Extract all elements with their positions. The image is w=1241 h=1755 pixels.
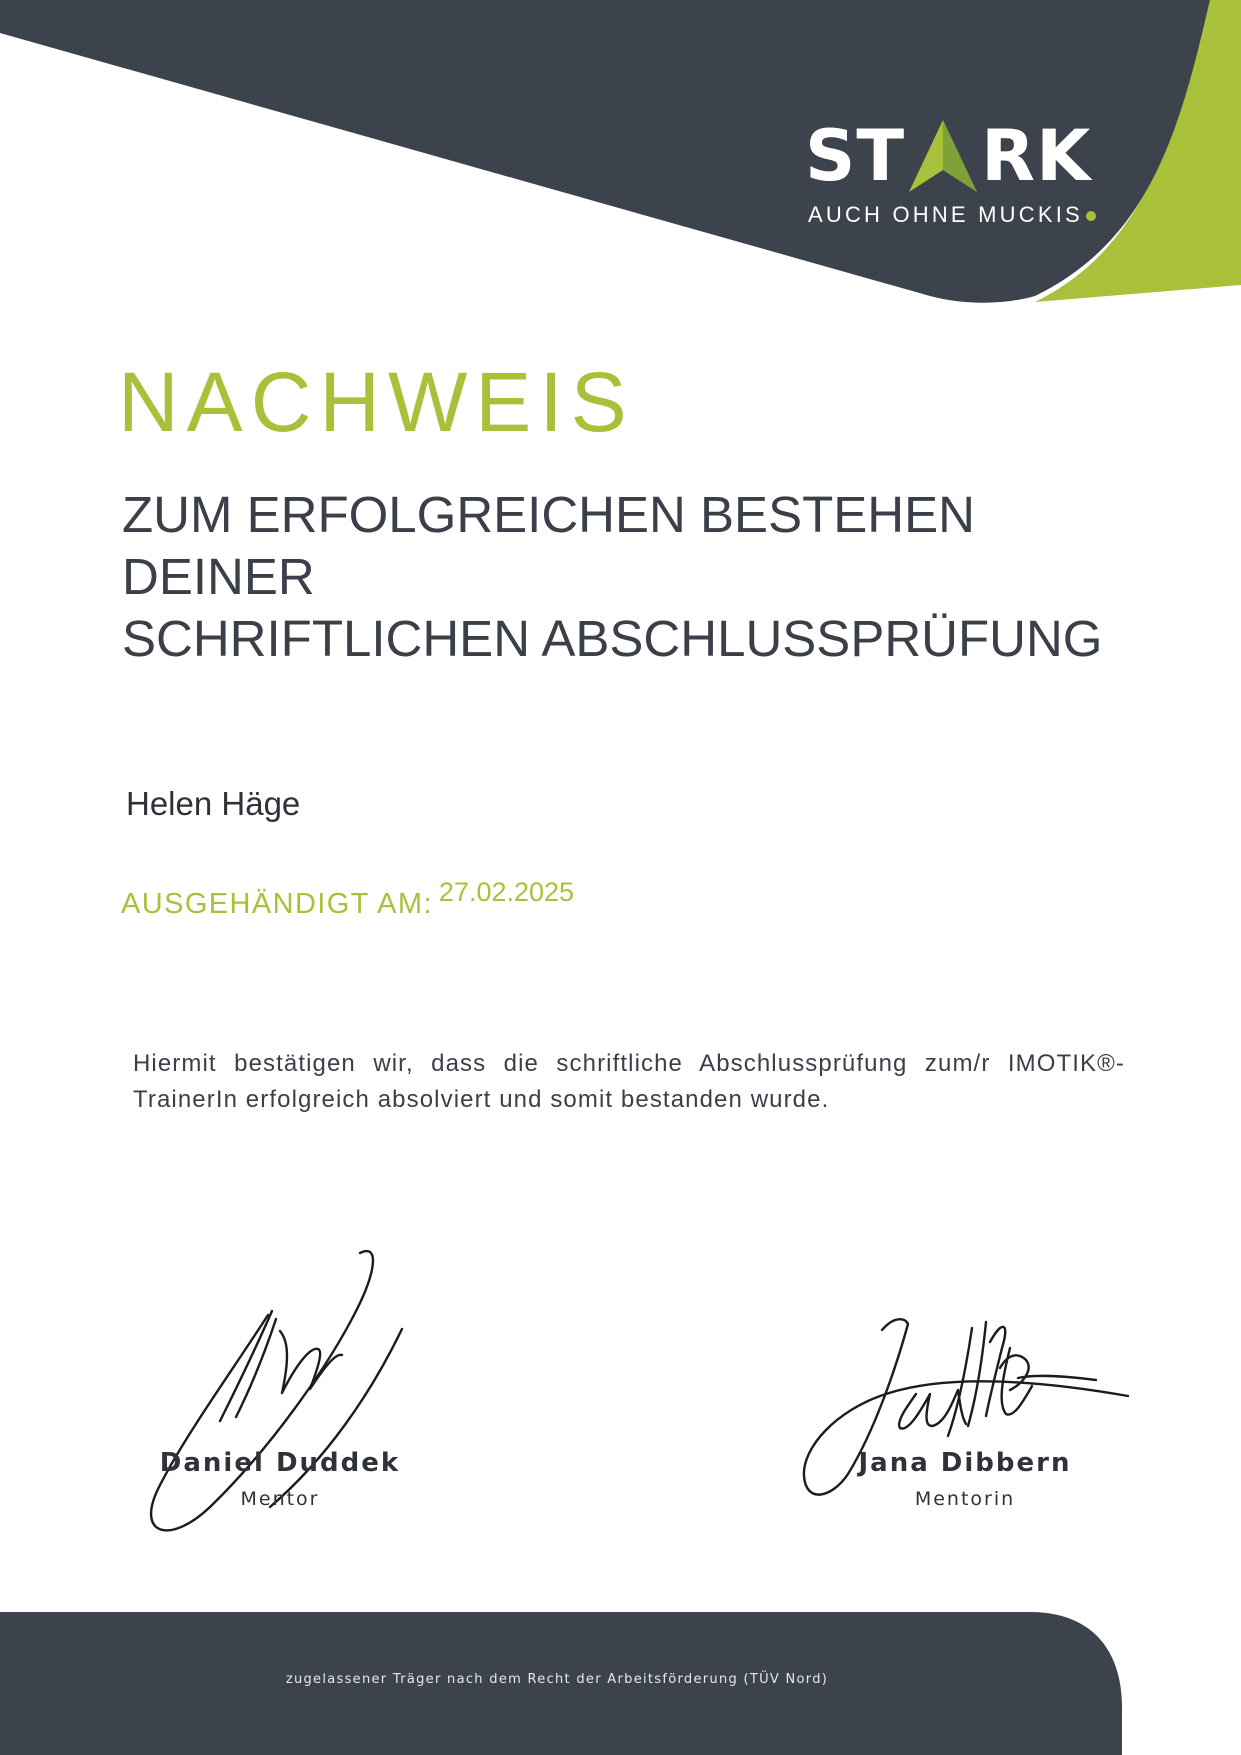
recipient-name: Helen Häge xyxy=(126,785,301,822)
logo-dot-icon xyxy=(1086,211,1096,221)
logo-wordmark xyxy=(805,115,1092,197)
certificate-statement: Hiermit bestätigen wir, dass die schriftliche Abschlussprüfung zum/r IMOTIK®-TrainerIn erfolgreich absolviert und somit bestanden wurde. xyxy=(133,1050,1125,1113)
logo-tagline xyxy=(808,202,1096,228)
logo-a-triangle-mark xyxy=(907,118,979,194)
signature-mentorin xyxy=(796,1308,1136,1508)
logo-tagline-text: AUCH OHNE MUCKIS xyxy=(808,202,1083,227)
subtitle-line: SCHRIFTLICHEN ABSCHLUSSPRÜFUNG xyxy=(122,610,1103,667)
certificate-subtitle xyxy=(122,484,1102,670)
signer-role-mentorin: Mentorin xyxy=(914,1488,1016,1510)
logo-text-end: RK xyxy=(981,115,1092,197)
issued-date: 27.02.2025 xyxy=(438,877,575,907)
logo-text-start: ST xyxy=(805,115,906,197)
footer-accreditation-note: zugelassener Träger nach dem Recht der Arbeitsförderung (TÜV Nord) xyxy=(285,1672,829,1687)
subtitle-line: ZUM ERFOLGREICHEN BESTEHEN xyxy=(122,486,975,543)
subtitle-line: DEINER xyxy=(122,548,315,605)
signer-name-mentor: Daniel Duddek xyxy=(159,1448,401,1478)
stark-logo xyxy=(805,115,1125,238)
signer-role-mentor: Mentor xyxy=(240,1488,320,1510)
signer-name-mentorin: Jana Dibbern xyxy=(858,1448,1072,1478)
issued-label: AUSGEHÄNDIGT AM: xyxy=(121,888,433,920)
issued-line xyxy=(121,877,575,920)
certificate-title: NACHWEIS xyxy=(118,355,635,449)
